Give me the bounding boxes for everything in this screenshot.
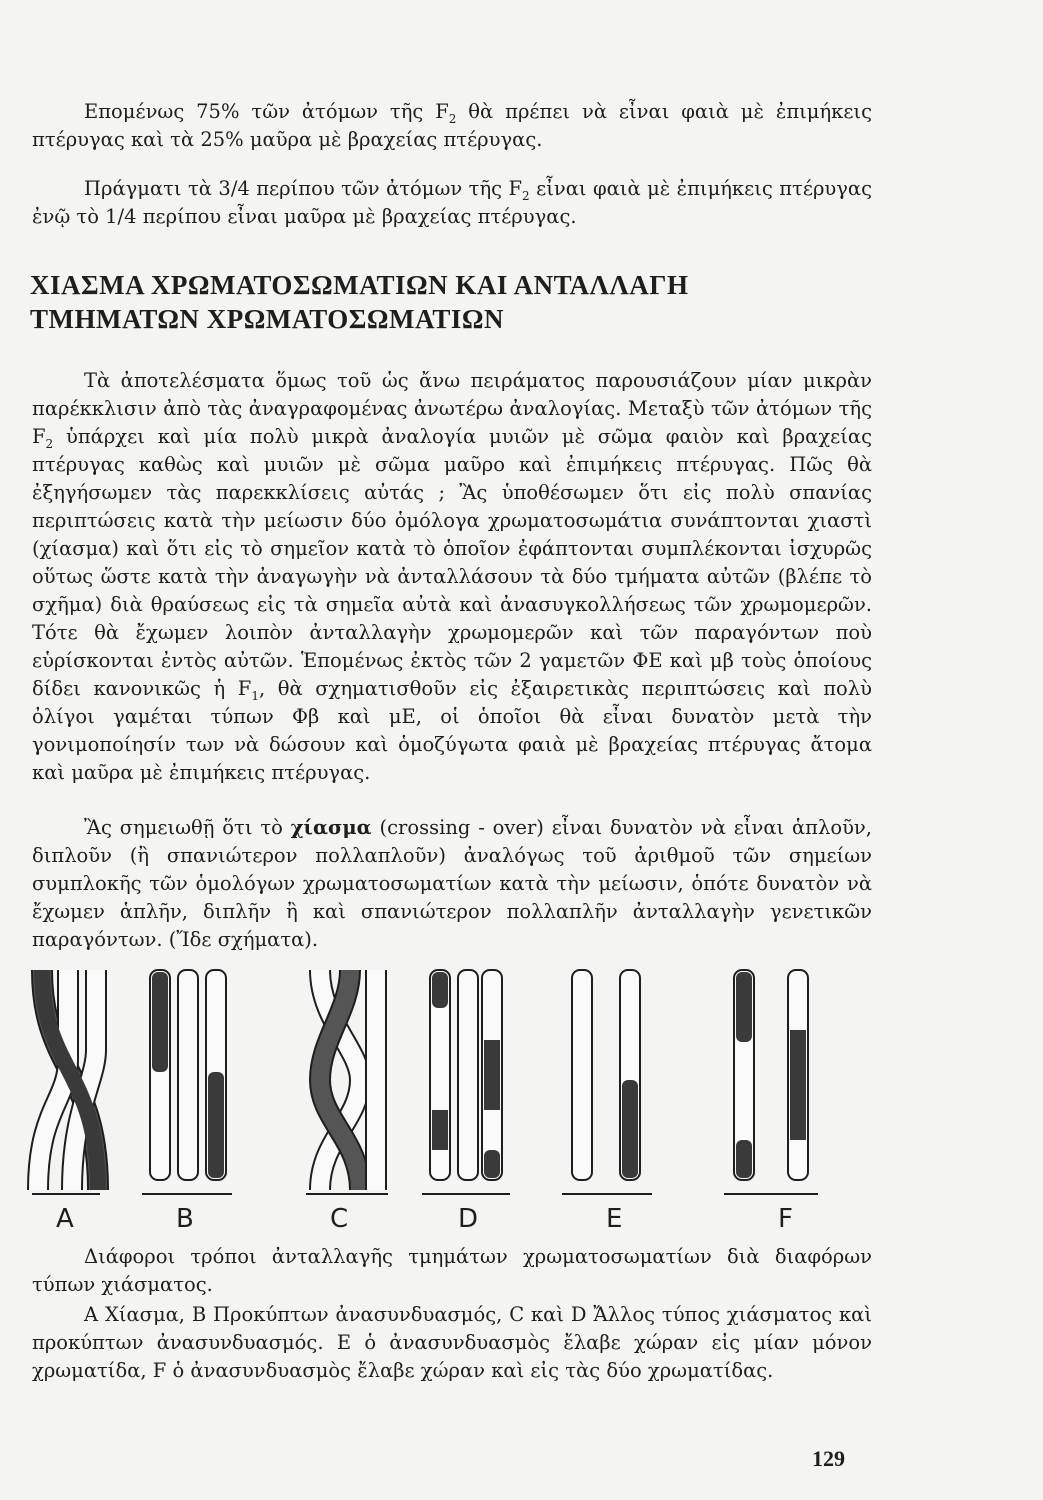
figure-label-a: A bbox=[56, 1204, 74, 1234]
chromosome-crossing-figure bbox=[20, 960, 880, 1200]
term-chiasma: χίασμα bbox=[290, 816, 372, 839]
figure-label-e: E bbox=[606, 1204, 623, 1234]
figure-label-f: F bbox=[778, 1204, 793, 1234]
paragraph-1: Επομένως 75% τῶν ἀτόμων τῆς $F_2$ θὰ πρέπει νὰ εἶναι φαιὰ μὲ ἐπιμήκεις πτέρυγας καὶ τὰ 25% μαῦρα μὲ βραχείας πτέρυγας. bbox=[32, 100, 872, 151]
page-number: 129 bbox=[812, 1446, 845, 1471]
paragraph-3: Τὰ ἀποτελέσματα ὅμως τοῦ ὡς ἄνω πειράματος παρουσιάζουν μίαν μικρὰν παρέκκλισιν ἀπὸ τὰς ἀναγραφομένας ἀνωτέρω ἀναλογίας. Μεταξὺ τῶν ἀτόμων τῆς $F_2$ ὑπάρχει καὶ μία πολὺ μικρὰ ἀναλογία μυιῶν μὲ σῶμα φαιὸν καὶ βραχείας πτέρυγας καθὼς καὶ μυιῶν μὲ σῶμα μαῦρο καὶ ἐπιμήκεις πτέρυγας. Πῶς θὰ ἐξηγήσωμεν τὰς παρεκκλίσεις αὐτάς ; Ἂς ὑποθέσωμεν ὅτι εἰς πολὺ σπανίας περιπτώσεις κατὰ τὴν μείωσιν δύο ὁμόλογα χρωματοσωμάτια συνάπτονται χιαστὶ (χίασμα) καὶ ὅτι εἰς τὸ σημεῖον κατὰ τὸ ὁποῖον ἐφάπτονται συμπλέκονται ἰσχυρῶς οὕτως ὥστε κατὰ τὴν ἀναγωγὴν νὰ ἀνταλλάσουν τὰ δύο τμήματα αὐτῶν (βλέπε τὸ σχῆμα) διὰ θραύσεως εἰς τὰ σημεῖα αὐτὰ καὶ ἀνασυγκολλήσεως τῶν χρωμομερῶν. Τότε θὰ ἔχωμεν λοιπὸν ἀνταλλαγὴν χρωμομερῶν καὶ τῶν παραγόντων ποὺ εὑρίσκονται ἐντὸς αὐτῶν. Ἑπομένως ἐκτὸς τῶν 2 γαμετῶν ΦΕ καὶ μβ τοὺς ὁποίους δίδει κανονικῶς ἡ $F_1$, θὰ σχηματισθοῦν εἰς ἐξαιρετικὰς περιπτώσεις καὶ πολὺ ὀλίγοι γαμέται τύπων Φβ καὶ μΕ, οἱ ὁποῖοι θὰ εἶναι δυνατὸν μετὰ τὴν γονιμοποίησίν των νὰ δώσουν καὶ ὁμοζύγωτα φαιὰ μὲ βραχείας πτέρυγας ἄτομα καὶ μαῦρα μὲ ἐπιμήκεις πτέρυγας. bbox=[32, 369, 872, 784]
diagram-f bbox=[734, 970, 808, 1180]
section-heading: ΧΙΑΣΜΑ ΧΡΩΜΑΤΟΣΩΜΑΤΙΩΝ ΚΑΙ ΑΝΤΑΛΛΑΓΗ ΤΜΗΜΑΤΩΝ ΧΡΩΜΑΤΟΣΩΜΑΤΙΩΝ bbox=[30, 270, 689, 334]
diagram-b bbox=[150, 970, 226, 1180]
diagram-e bbox=[572, 970, 640, 1180]
paragraph-2: Πράγματι τὰ 3/4 περίπου τῶν ἀτόμων τῆς $F_2$ εἶναι φαιὰ μὲ ἐπιμήκεις πτέρυγας ἐνῷ τὸ 1/4 περίπου εἶναι μαῦρα μὲ βραχείας πτέρυγας. bbox=[32, 177, 872, 228]
figure-label-c: C bbox=[330, 1204, 349, 1234]
diagram-a bbox=[38, 970, 98, 1190]
diagram-d bbox=[430, 970, 502, 1180]
paragraph-4: Ἂς σημειωθῇ ὅτι τὸ χίασμα (crossing - over) εἶναι δυνατὸν νὰ εἶναι ἁπλοῦν, διπλοῦν (ἢ σπανιώτερον πολλαπλοῦν) ἀναλόγως τοῦ ἀριθμοῦ τῶν σημείων συμπλοκῆς τῶν ὁμολόγων χρωματοσωματίων κατὰ τὴν μείωσιν, ὁπότε δυνατὸν νὰ ἔχωμεν ἁπλῆν, διπλῆν ἢ καὶ σπανιώτερον πολλαπλῆν ἀνταλλαγὴν γενετικῶν παραγόντων. (Ἴδε σχήματα). bbox=[32, 816, 872, 951]
figure-legend: Α Χίασμα, Β Προκύπτων ἀνασυνδυασμός, C καὶ D Ἄλλος τύπος χιάσματος καὶ προκύπτων ἀνασυνδυασμός. Ε ὁ ἀνασυνδυασμὸς ἔλαβε χώραν εἰς μίαν μόνον χρωματίδα, F ὁ ἀνασυνδυασμὸς ἔλαβε χώραν καὶ εἰς τὰς δύο χρωματίδας. bbox=[32, 1303, 872, 1382]
figure-caption: Διάφοροι τρόποι ἀνταλλαγῆς τμημάτων χρωματοσωματίων διὰ διαφόρων τύπων χιάσματος. bbox=[32, 1245, 872, 1296]
diagram-c bbox=[320, 970, 376, 1190]
figure-label-b: B bbox=[176, 1204, 194, 1234]
figure-label-d: D bbox=[458, 1204, 479, 1234]
